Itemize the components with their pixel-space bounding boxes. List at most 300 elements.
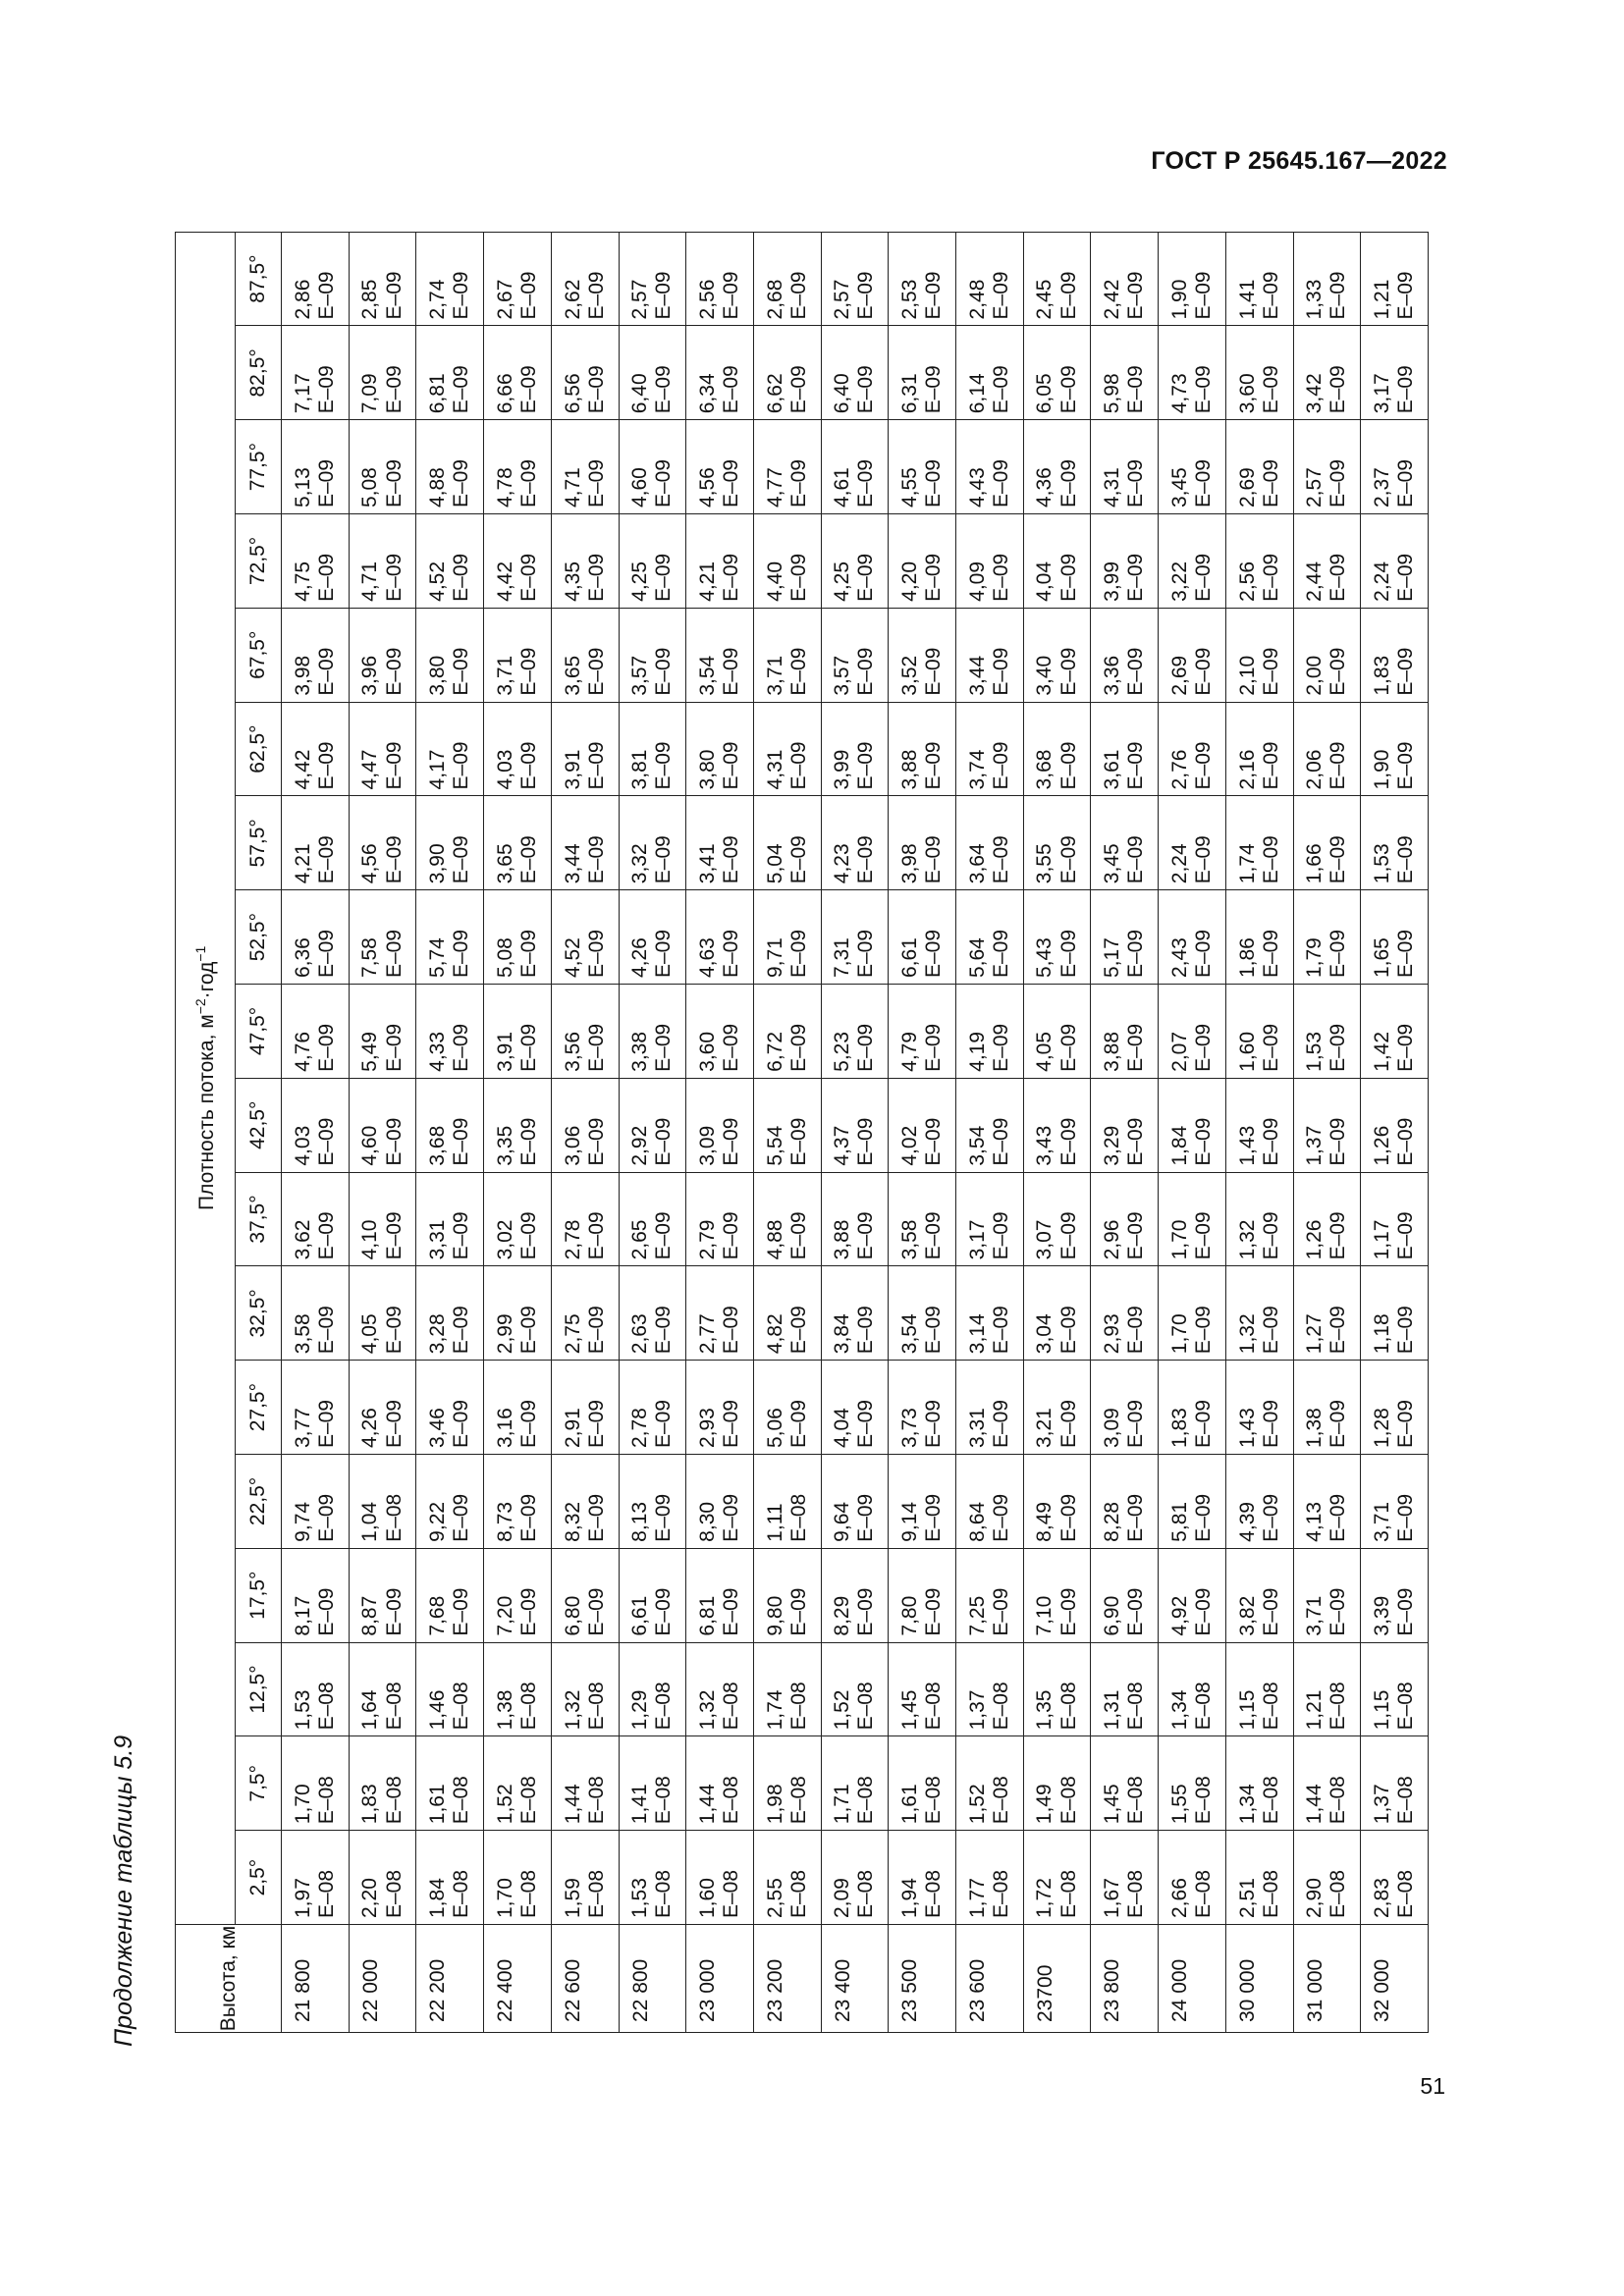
flux-value-cell [619,1736,686,1831]
angle-header: 67,5° [236,608,282,702]
mantissa: 7,58 [358,937,382,979]
exponent: E–08 [989,1776,1012,1825]
mantissa: 2,57 [1303,467,1326,508]
flux-value-cell [349,326,416,420]
mantissa: 1,53 [1370,843,1393,884]
angle-header: 77,5° [236,420,282,514]
exponent: E–09 [450,1306,473,1355]
exponent: E–08 [382,1682,406,1731]
exponent: E–08 [989,1682,1012,1731]
exponent: E–09 [1191,459,1215,508]
flux-value-cell [1159,702,1226,796]
mantissa: 9,64 [831,1501,854,1542]
mantissa: 1,32 [1235,1219,1259,1260]
flux-value-cell [1159,1548,1226,1642]
flux-value-cell [551,1642,619,1736]
exponent: E–09 [720,647,743,696]
flux-value-cell [416,796,484,890]
flux-value-cell [1225,420,1293,514]
exponent: E–09 [1191,741,1215,790]
mantissa: 4,31 [763,749,786,790]
mantissa: 4,37 [831,1125,854,1166]
mantissa: 1,44 [695,1784,719,1825]
exponent: E–08 [922,1776,946,1825]
table-container [175,232,1429,2033]
flux-value-cell [1023,1642,1091,1736]
exponent: E–09 [1191,1306,1215,1355]
exponent: E–09 [1326,1211,1350,1260]
flux-value-cell [282,420,350,514]
exponent: E–08 [1056,1776,1080,1825]
exponent: E–08 [720,1776,743,1825]
exponent: E–09 [720,741,743,790]
exponent: E–09 [450,741,473,790]
exponent: E–08 [652,1682,676,1731]
flux-value-cell [551,1172,619,1266]
angle-header-row [236,232,282,2032]
exponent: E–08 [516,1776,540,1825]
mantissa: 2,69 [1235,467,1259,508]
mantissa: 3,44 [965,655,989,696]
exponent: E–09 [720,553,743,602]
mantissa: 4,25 [628,561,652,602]
exponent: E–08 [720,1682,743,1731]
mantissa: 4,21 [291,843,314,884]
exponent: E–09 [314,459,338,508]
mantissa: 3,71 [763,655,786,696]
flux-value-cell [821,1078,889,1172]
mantissa: 6,62 [763,373,786,414]
exponent: E–08 [652,1776,676,1825]
flux-value-cell [889,1172,956,1266]
flux-value-cell [1023,890,1091,985]
flux-value-cell [956,608,1024,702]
flux-value-cell [551,420,619,514]
flux-value-cell [1293,1831,1361,1925]
exponent: E–09 [1326,647,1350,696]
mantissa: 2,45 [1033,279,1056,320]
flux-value-cell [349,1548,416,1642]
exponent: E–08 [382,1869,406,1918]
flux-value-cell [1225,1642,1293,1736]
altitude-cell: 22 000 [349,1925,416,2033]
mantissa: 1,79 [1303,937,1326,979]
flux-value-cell [619,232,686,326]
angle-header: 7,5° [236,1736,282,1831]
mantissa: 3,80 [695,749,719,790]
mantissa: 1,86 [1235,937,1259,979]
mantissa: 1,55 [1167,1784,1191,1825]
exponent: E–09 [1191,1211,1215,1260]
mantissa: 4,04 [1033,561,1056,602]
flux-value-cell [1225,985,1293,1079]
altitude-cell: 22 800 [619,1925,686,2033]
flux-value-cell [1091,420,1159,514]
exponent: E–09 [854,647,878,696]
exponent: E–09 [989,929,1012,979]
mantissa: 4,79 [898,1031,922,1072]
mantissa: 3,42 [1303,373,1326,414]
altitude-cell: 21 800 [282,1925,350,2033]
mantissa: 3,82 [1235,1595,1259,1636]
standard-code: ГОСТ Р 25645.167—2022 [1151,147,1447,175]
exponent: E–09 [1124,1117,1148,1166]
table-row [821,232,889,2032]
exponent: E–09 [1191,553,1215,602]
exponent: E–09 [652,1399,676,1449]
exponent: E–09 [584,1493,608,1542]
exponent: E–08 [1394,1682,1418,1731]
mantissa: 1,32 [695,1689,719,1731]
flux-value-cell [484,985,552,1079]
mantissa: 1,60 [695,1878,719,1918]
flux-value-cell [1159,1172,1226,1266]
exponent: E–09 [516,271,540,320]
mantissa: 3,61 [1101,749,1124,790]
angle-header: 72,5° [236,514,282,609]
exponent: E–09 [989,553,1012,602]
mantissa: 3,88 [831,1219,854,1260]
table-row [1361,232,1429,2032]
flux-value-cell [1023,702,1091,796]
exponent: E–09 [1394,1399,1418,1449]
flux-value-cell [619,1266,686,1361]
flux-value-cell [551,514,619,609]
exponent: E–08 [584,1869,608,1918]
flux-value-cell [1361,326,1429,420]
exponent: E–08 [516,1682,540,1731]
exponent: E–08 [720,1869,743,1918]
mantissa: 1,38 [1303,1408,1326,1449]
mantissa: 2,66 [1167,1878,1191,1918]
flux-value-cell [282,1078,350,1172]
mantissa: 1,49 [1033,1784,1056,1825]
exponent: E–08 [1394,1776,1418,1825]
mantissa: 1,70 [1167,1219,1191,1260]
exponent: E–08 [1191,1869,1215,1918]
flux-value-cell [416,1172,484,1266]
flux-value-cell [1091,514,1159,609]
flux-value-cell [619,1455,686,1549]
mantissa: 2,68 [763,279,786,320]
flux-value-cell [686,1455,754,1549]
mantissa: 1,29 [628,1689,652,1731]
exponent: E–09 [786,1306,810,1355]
exponent: E–09 [1326,459,1350,508]
flux-value-cell [1225,1266,1293,1361]
flux-value-cell [686,1172,754,1266]
exponent: E–09 [1124,1493,1148,1542]
altitude-cell: 22 600 [551,1925,619,2033]
flux-value-cell [889,1831,956,1925]
flux-value-cell [1091,1642,1159,1736]
flux-value-cell [753,1736,821,1831]
exponent: E–09 [1259,1399,1282,1449]
flux-value-cell [889,1736,956,1831]
mantissa: 4,10 [358,1219,382,1260]
table-row [1159,232,1226,2032]
mantissa: 2,56 [1235,561,1259,602]
mantissa: 9,14 [898,1501,922,1542]
exponent: E–08 [450,1776,473,1825]
flux-value-cell [1023,1548,1091,1642]
mantissa: 1,61 [426,1784,450,1825]
flux-value-cell [1361,1266,1429,1361]
flux-value-cell [484,890,552,985]
flux-value-cell [551,1266,619,1361]
flux-value-cell [1361,890,1429,985]
mantissa: 1,97 [291,1878,314,1918]
flux-value-cell [1293,232,1361,326]
mantissa: 8,73 [493,1501,516,1542]
exponent: E–09 [786,741,810,790]
exponent: E–09 [516,553,540,602]
mantissa: 4,75 [291,561,314,602]
flux-value-cell [1159,985,1226,1079]
flux-value-cell [349,1078,416,1172]
exponent: E–09 [652,1493,676,1542]
mantissa: 3,90 [426,843,450,884]
exponent: E–09 [854,1399,878,1449]
flux-value-cell [619,1172,686,1266]
flux-value-cell [416,1548,484,1642]
exponent: E–09 [854,271,878,320]
flux-value-cell [1293,326,1361,420]
flux-value-cell [821,420,889,514]
mantissa: 3,64 [965,843,989,884]
exponent: E–09 [1394,1493,1418,1542]
exponent: E–09 [786,1117,810,1166]
mantissa: 1,53 [628,1878,652,1918]
flux-value-cell [484,1455,552,1549]
table-row [1293,232,1361,2032]
angle-header: 52,5° [236,890,282,985]
altitude-cell: 23 200 [753,1925,821,2033]
mantissa: 2,24 [1370,561,1393,602]
flux-value-cell [1159,326,1226,420]
flux-value-cell [1361,1078,1429,1172]
mantissa: 2,86 [291,279,314,320]
exponent: E–08 [1326,1869,1350,1918]
flux-value-cell [619,1078,686,1172]
flux-value-cell [1225,1078,1293,1172]
exponent: E–09 [382,647,406,696]
flux-value-cell [416,1455,484,1549]
table-row [1225,232,1293,2032]
flux-value-cell [1225,796,1293,890]
exponent: E–09 [989,459,1012,508]
flux-value-cell [619,1548,686,1642]
mantissa: 2,24 [1167,843,1191,884]
exponent: E–09 [516,741,540,790]
exponent: E–09 [1056,553,1080,602]
mantissa: 2,74 [426,279,450,320]
flux-value-cell [282,796,350,890]
flux-value-cell [1023,1831,1091,1925]
flux-value-cell [821,796,889,890]
flux-value-cell [1159,608,1226,702]
flux-value-cell [484,1548,552,1642]
flux-value-cell [1361,1642,1429,1736]
exponent: E–09 [1394,835,1418,884]
mantissa: 2,77 [695,1313,719,1355]
exponent: E–09 [1056,647,1080,696]
flux-value-cell [956,1736,1024,1831]
flux-value-cell [551,1361,619,1455]
mantissa: 1,41 [628,1784,652,1825]
exponent: E–09 [314,365,338,414]
exponent: E–09 [1259,1023,1282,1072]
exponent: E–09 [989,741,1012,790]
exponent: E–09 [989,1306,1012,1355]
mantissa: 3,02 [493,1219,516,1260]
mantissa: 2,51 [1235,1878,1259,1918]
flux-value-cell [1225,1361,1293,1455]
exponent: E–09 [382,1117,406,1166]
mantissa: 1,67 [1101,1878,1124,1918]
flux-value-cell [551,1078,619,1172]
exponent: E–08 [786,1869,810,1918]
flux-value-cell [1225,514,1293,609]
exponent: E–09 [1191,835,1215,884]
flux-value-cell [1023,514,1091,609]
exponent: E–09 [584,1117,608,1166]
flux-value-cell [619,326,686,420]
exponent: E–09 [314,1587,338,1636]
flux-value-cell [619,985,686,1079]
flux-value-cell [1293,420,1361,514]
mantissa: 2,44 [1303,561,1326,602]
flux-value-cell [1225,1831,1293,1925]
mantissa: 3,16 [493,1408,516,1449]
mantissa: 4,36 [1033,467,1056,508]
flux-value-cell [1225,1455,1293,1549]
mantissa: 1,90 [1370,749,1393,790]
exponent: E–09 [922,647,946,696]
flux-value-cell [1091,702,1159,796]
mantissa: 1,72 [1033,1878,1056,1918]
exponent: E–08 [989,1869,1012,1918]
mantissa: 2,10 [1235,655,1259,696]
flux-value-cell [686,1266,754,1361]
flux-value-cell [956,1548,1024,1642]
mantissa: 2,69 [1167,655,1191,696]
mantissa: 5,06 [763,1408,786,1449]
exponent: E–09 [450,1211,473,1260]
mantissa: 2,78 [628,1408,652,1449]
flux-value-cell [349,608,416,702]
angle-header: 12,5° [236,1642,282,1736]
flux-value-cell [753,326,821,420]
exponent: E–09 [1191,1399,1215,1449]
flux-value-cell [1293,1172,1361,1266]
exponent: E–09 [1394,1023,1418,1072]
exponent: E–09 [786,365,810,414]
flux-value-cell [1293,1361,1361,1455]
flux-value-cell [1159,420,1226,514]
angle-header: 87,5° [236,232,282,326]
flux-value-cell [551,985,619,1079]
exponent: E–09 [652,835,676,884]
flux-value-cell [416,608,484,702]
exponent: E–09 [1259,929,1282,979]
mantissa: 3,39 [1370,1595,1393,1636]
flux-value-cell [753,232,821,326]
exponent: E–09 [382,271,406,320]
flux-value-cell [1023,985,1091,1079]
flux-density-table [175,232,1429,2033]
flux-value-cell [282,232,350,326]
exponent: E–09 [989,647,1012,696]
exponent: E–09 [1191,271,1215,320]
mantissa: 3,43 [1033,1125,1056,1166]
altitude-cell: 23700 [1023,1925,1091,2033]
mantissa: 1,83 [1167,1408,1191,1449]
table-row [282,232,350,2032]
flux-value-cell [282,326,350,420]
flux-value-cell [1091,985,1159,1079]
flux-value-cell [349,1736,416,1831]
flux-value-cell [821,1172,889,1266]
flux-value-cell [1361,796,1429,890]
exponent: E–09 [1326,1306,1350,1355]
mantissa: 1,43 [1235,1408,1259,1449]
exponent: E–09 [989,365,1012,414]
mantissa: 1,65 [1370,937,1393,979]
mantissa: 9,22 [426,1501,450,1542]
mantissa: 1,61 [898,1784,922,1825]
flux-value-cell [1091,1831,1159,1925]
exponent: E–08 [450,1682,473,1731]
flux-value-cell [686,1078,754,1172]
mantissa: 2,67 [493,279,516,320]
mantissa: 3,99 [831,749,854,790]
flux-value-cell [282,1642,350,1736]
exponent: E–09 [584,835,608,884]
exponent: E–09 [989,1493,1012,1542]
exponent: E–09 [516,647,540,696]
exponent: E–09 [989,1587,1012,1636]
table-row [416,232,484,2032]
exponent: E–09 [1056,1306,1080,1355]
exponent: E–09 [786,1211,810,1260]
altitude-cell: 24 000 [1159,1925,1226,2033]
mantissa: 6,56 [561,373,584,414]
mantissa: 2,55 [763,1878,786,1918]
flux-value-cell [484,232,552,326]
mantissa: 4,92 [1167,1595,1191,1636]
mantissa: 2,99 [493,1313,516,1355]
exponent: E–09 [450,1399,473,1449]
exponent: E–09 [584,1211,608,1260]
flux-value-cell [1091,608,1159,702]
mantissa: 1,26 [1370,1125,1393,1166]
mantissa: 3,84 [831,1313,854,1355]
mantissa: 5,08 [358,467,382,508]
flux-value-cell [619,1642,686,1736]
exponent: E–08 [854,1682,878,1731]
mantissa: 3,68 [426,1125,450,1166]
mantissa: 2,57 [831,279,854,320]
flux-value-cell [484,1642,552,1736]
exponent: E–09 [1191,1493,1215,1542]
exponent: E–09 [989,1211,1012,1260]
flux-value-cell [349,232,416,326]
flux-value-cell [619,514,686,609]
exponent: E–09 [720,1306,743,1355]
mantissa: 3,36 [1101,655,1124,696]
exponent: E–09 [652,1587,676,1636]
